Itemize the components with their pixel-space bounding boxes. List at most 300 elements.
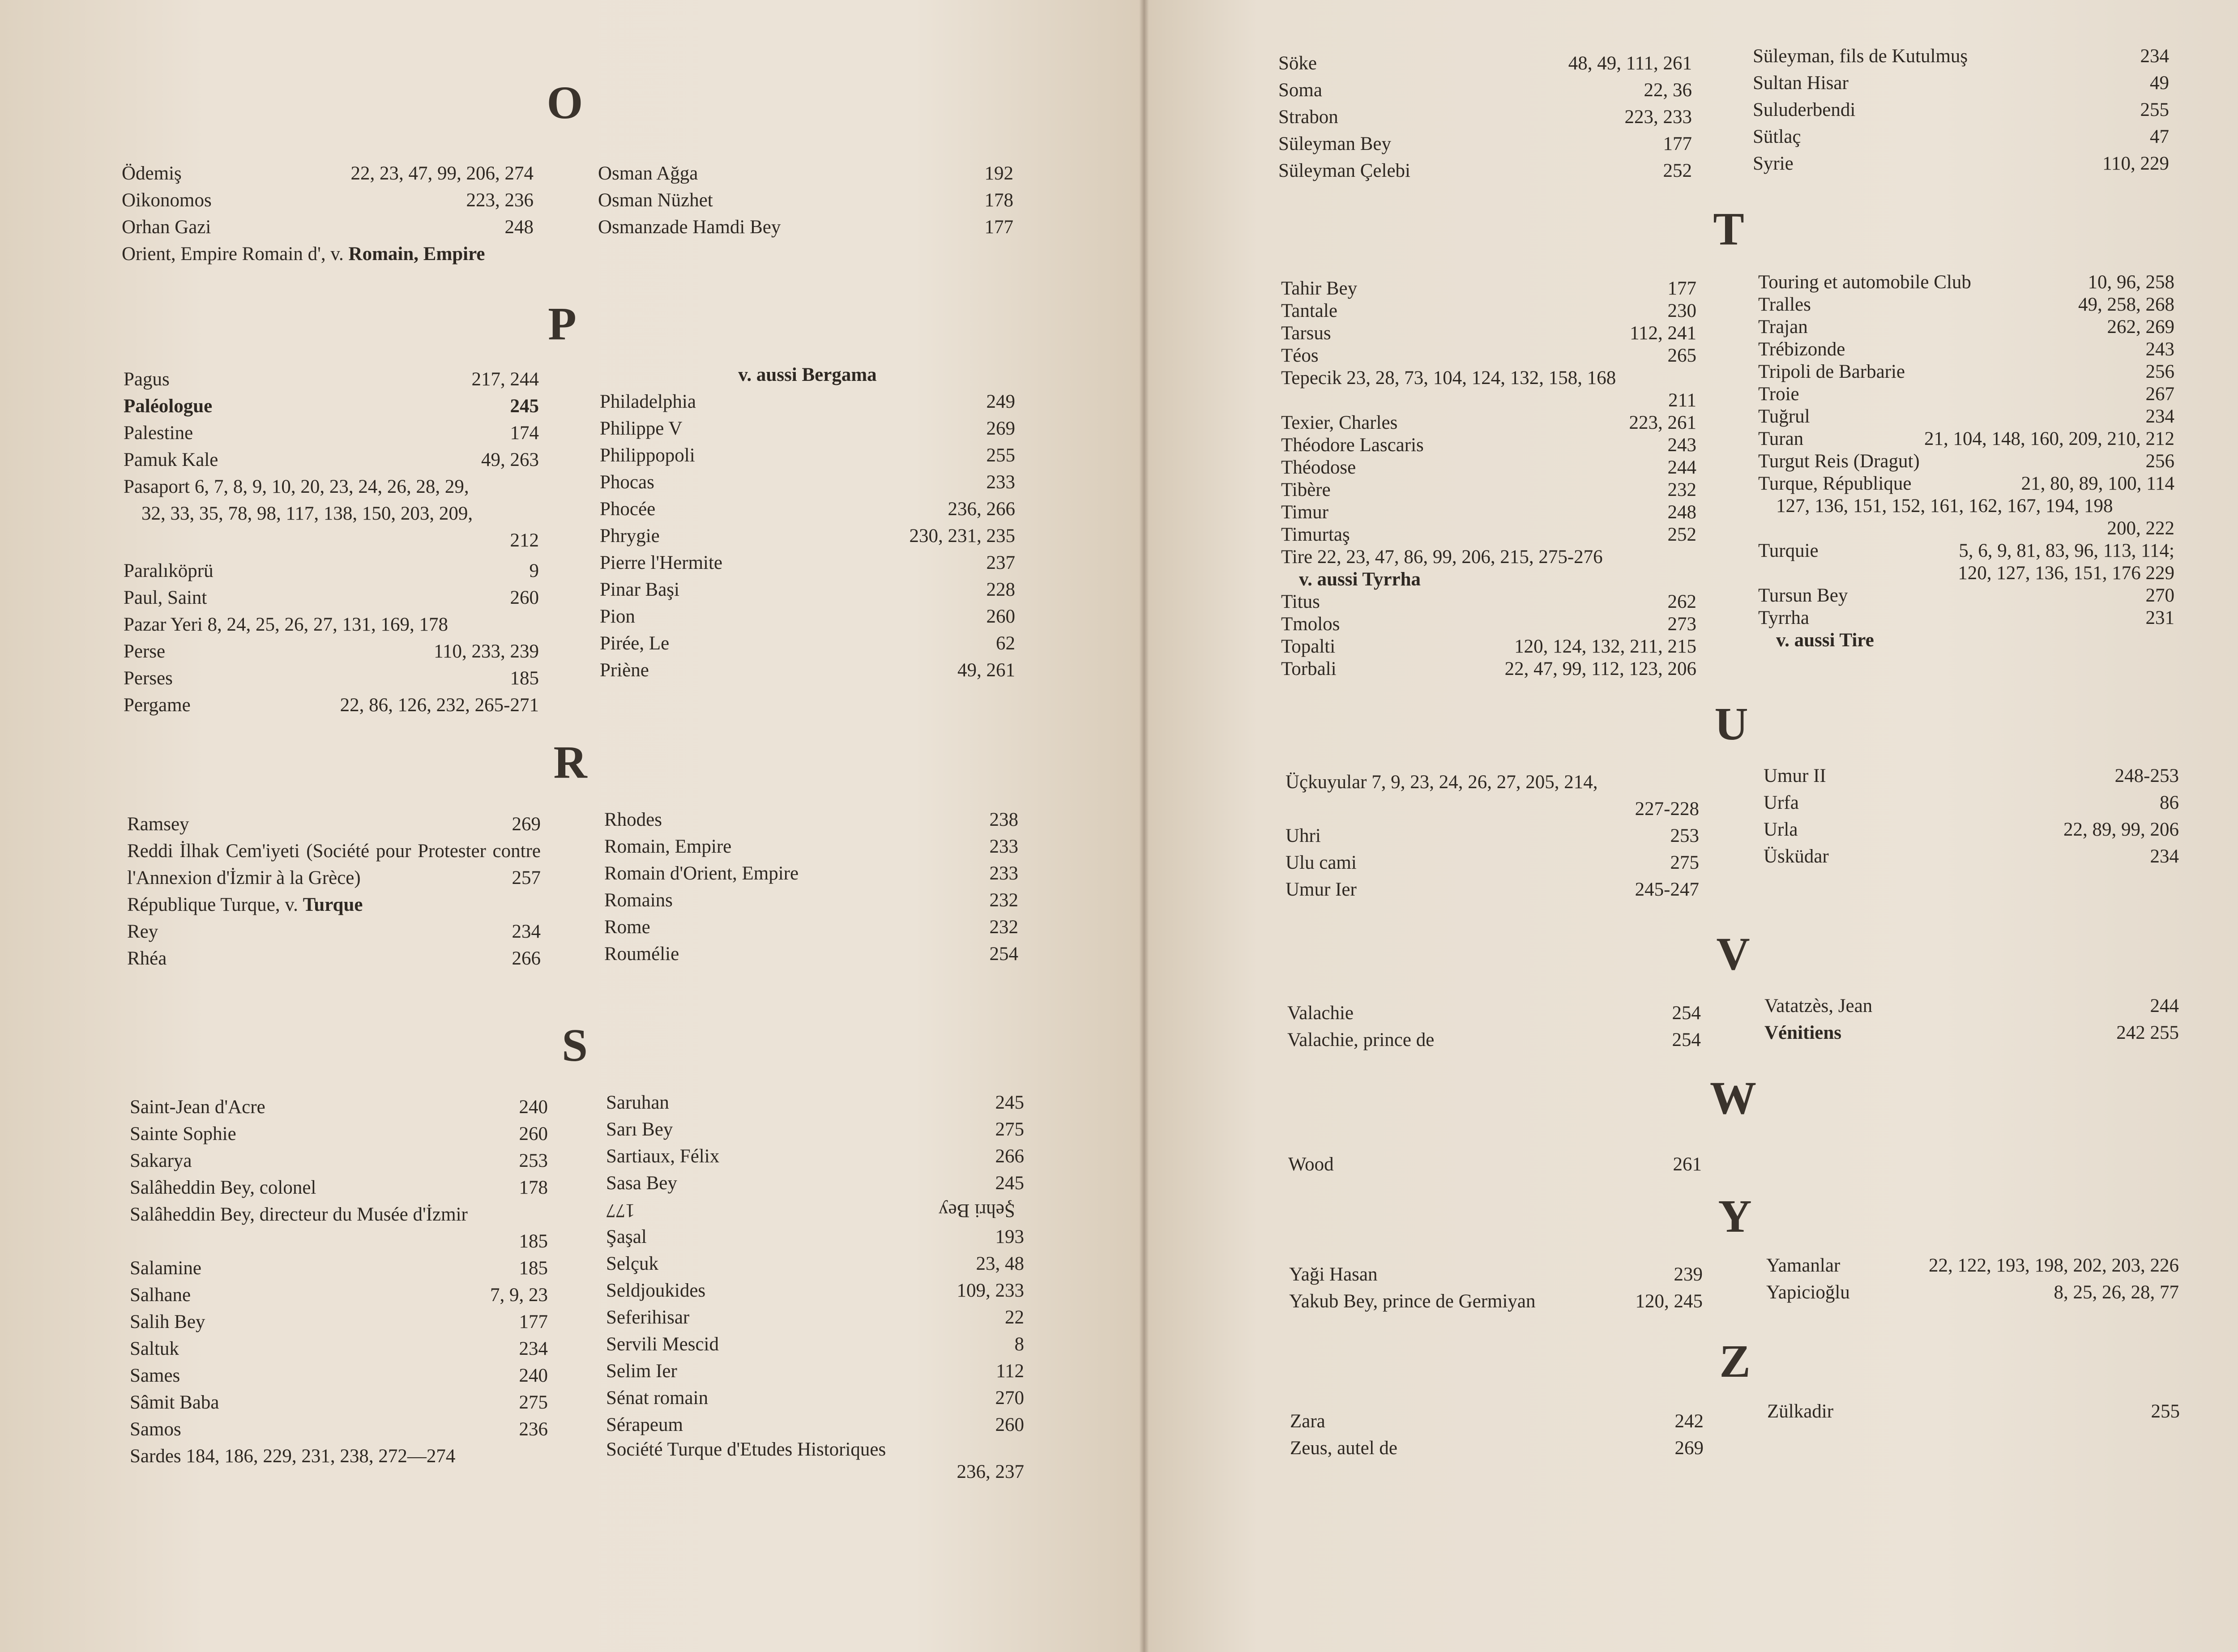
entry-term: Saruhan [606,1092,669,1113]
entry-pages: 22, 36 [1644,80,1692,101]
index-entry [1764,816,2179,843]
index-column-z-2 [1767,1398,2180,1425]
index-entry [124,611,539,638]
index-column-s-cont-2 [1753,43,2169,177]
entry-pages: 232 [1667,479,1696,500]
index-entry-continued [606,1461,1024,1483]
entry-pages: 248 [1667,502,1696,523]
index-entry [1281,546,1696,568]
entry-term: Yamanlar [1766,1255,1841,1276]
entry-pages: 228 [986,579,1015,600]
index-entry [600,657,1015,684]
index-entry [1281,300,1696,322]
entry-pages: 243 [1667,435,1696,456]
index-entry [1281,434,1696,457]
entry-term: Troie [1758,384,1799,405]
entry-pages: 7, 9, 23 [490,1285,548,1306]
entry-term: Salhane [130,1285,191,1306]
index-entry [130,1174,548,1201]
entry-term: Seferihisar [606,1307,690,1328]
entry-term: Turgut Reis (Dragut) [1758,451,1920,472]
entry-pages: 266 [995,1146,1024,1167]
index-entry [606,1439,1024,1461]
entry-term: Roumélie [604,943,679,965]
entry-pages: 244 [2150,995,2179,1016]
entry-pages: 112, 241 [1630,323,1696,344]
index-entry [1278,158,1692,184]
entry-term: Sâmit Baba [130,1392,219,1413]
book-gutter [1139,0,1149,1652]
entry-term: Samos [130,1419,181,1440]
index-column-u-1 [1286,769,1699,903]
entry-term: Pazar Yeri 8, 24, 25, 26, 27, 131, 169, 178 [124,614,448,635]
entry-pages: 244 [1667,457,1696,478]
entry-pages: 217, 244 [471,369,539,390]
index-column-s-2 [606,1089,1024,1483]
entry-term: Sartiaux, Félix [606,1146,720,1167]
entry-pages: 249 [986,391,1015,412]
entry-pages: 227-228 [1635,798,1699,820]
index-entry [1287,1000,1701,1027]
entry-term: Phrygie [600,525,660,546]
index-entry [600,442,1015,469]
entry-pages: 10, 96, 258 [2088,272,2174,293]
entry-term: Sérapeum [606,1414,683,1435]
entry-term: Zeus, autel de [1290,1438,1397,1459]
entry-term: Selim Ier [606,1361,677,1382]
index-entry [1286,769,1699,796]
index-entry [124,420,539,447]
entry-pages: 270 [995,1387,1024,1409]
index-entry-continued [1758,562,2174,585]
index-column-v-2 [1764,993,2179,1046]
index-entry [124,692,539,719]
entry-pages: 253 [1670,825,1699,846]
entry-pages: 233 [989,863,1018,884]
entry-pages: 269 [1674,1438,1704,1459]
entry-term: Palestine [124,423,193,444]
entry-pages: 236 [519,1419,548,1440]
entry-term: Turquie [1758,540,1819,561]
entry-pages: 48, 49, 111, 261 [1568,53,1692,74]
index-entry [1753,97,2169,124]
entry-term: Tuğrul [1758,406,1810,427]
entry-term: Théodose [1281,457,1356,478]
entry-pages: 47 [2150,126,2169,147]
entry-pages: 273 [1667,614,1696,635]
entry-pages: 237 [986,552,1015,573]
entry-term: Valachie [1287,1003,1354,1024]
section-letter-p: P [548,298,577,350]
entry-pages: 255 [986,445,1015,466]
entry-term: Tahir Bey [1281,278,1358,299]
entry-term: Söke [1278,53,1317,74]
index-entry [124,366,539,393]
index-entry [1767,1398,2180,1425]
index-entry [124,638,539,665]
entry-term: Timur [1281,502,1328,523]
index-entry [130,1094,548,1121]
entry-pages: 253 [519,1150,548,1171]
index-entry [606,1224,1024,1251]
section-letter-o: O [547,77,583,128]
index-entry [1758,450,2174,473]
entry-term: Strabon [1278,107,1338,128]
entry-pages: 238 [989,809,1018,830]
index-entry [1764,763,2179,790]
index-entry [1278,131,1692,158]
index-entry [1290,1408,1704,1435]
index-column-s-cont-1 [1278,50,1692,184]
entry-term: v. aussi Tyrrha [1299,569,1421,590]
index-entry [1286,849,1699,876]
section-letter-w: W [1710,1072,1756,1124]
entry-term: Osmanzade Hamdi Bey [598,217,781,238]
entry-pages: 234 [2150,846,2179,867]
entry-pages: 232 [989,890,1018,911]
index-entry [1758,361,2174,383]
entry-term: Pagus [124,369,170,390]
entry-pages: 260 [986,606,1015,627]
index-entry [606,1358,1024,1385]
entry-pages: 49 [2150,73,2169,94]
index-entry [1764,1020,2179,1046]
entry-pages: 267 [2145,384,2174,405]
entry-term: Soma [1278,80,1322,101]
entry-pages: 177 [984,217,1013,238]
index-column-r-1 [127,811,541,972]
entry-term: Turque, République [1758,473,1912,494]
index-entry [124,558,539,585]
entry-pages: 252 [1667,524,1696,545]
entry-term: Yapicioğlu [1766,1282,1850,1303]
index-entry [606,1251,1024,1277]
index-entry [1758,473,2174,495]
entry-pages: 49, 261 [957,660,1015,681]
index-entry [1281,658,1696,680]
entry-pages: 234 [519,1338,548,1359]
index-entry [130,1416,548,1443]
entry-term: Yakub Bey, prince de Germiyan [1289,1291,1536,1312]
entry-term: Rhodes [604,809,662,830]
index-entry [1753,70,2169,97]
entry-pages: 62 [996,633,1015,654]
index-entry [1758,294,2174,316]
entry-term: Touring et automobile Club [1758,272,1971,293]
index-entry [1281,501,1696,524]
index-entry [600,523,1015,550]
entry-pages: 262, 269 [2107,316,2174,337]
index-entry [600,550,1015,576]
entry-pages: 22, 86, 126, 232, 265-271 [340,695,539,716]
index-entry [130,1362,548,1389]
index-entry [1281,524,1696,546]
entry-pages: 230 [1667,300,1696,321]
entry-pages: 110, 233, 239 [434,641,539,662]
index-entry [598,187,1013,214]
entry-pages: 242 [1674,1411,1704,1432]
index-entry [122,214,534,241]
index-column-u-2 [1764,763,2179,870]
entry-term: v. aussi Tire [1776,630,1874,651]
entry-term: Pierre l'Hermite [600,552,722,573]
index-entry [1758,585,2174,607]
entry-pages: 120, 245 [1635,1291,1703,1312]
entry-term: Süleyman Çelebi [1278,160,1410,181]
entry-pages: 275 [519,1392,548,1413]
index-entry [606,1412,1024,1439]
section-letter-r: R [553,737,587,788]
entry-pages: 22, 47, 99, 112, 123, 206 [1504,658,1696,679]
entry-term: Pion [600,606,635,627]
index-entry [1753,124,2169,150]
index-column-r-2 [604,807,1018,968]
entry-term: Tantale [1281,300,1337,321]
index-entry [1281,277,1696,300]
entry-term: Syrie [1753,153,1794,174]
entry-pages: 110, 229 [2102,153,2169,174]
entry-term-text: République Turque, v. [127,894,298,915]
index-column-t-1 [1281,277,1696,680]
entry-pages: 266 [512,948,541,969]
entry-term: Urla [1764,819,1798,840]
index-entry [598,160,1013,187]
entry-term: Romain d'Orient, Empire [604,863,799,884]
entry-pages: 223, 236 [466,190,534,211]
entry-pages: 109, 233 [957,1280,1024,1301]
index-entry [1281,636,1696,658]
entry-pages: 22, 23, 47, 99, 206, 274 [350,163,534,184]
index-entry [1281,412,1696,434]
entry-term: Ödemiş [122,163,182,184]
index-entry [604,941,1018,968]
entry-pages: 234 [2145,406,2174,427]
entry-pages: 22 [1005,1307,1024,1328]
entry-term: Tarsus [1281,323,1331,344]
entry-pages: 254 [989,943,1018,965]
entry-pages: 223, 233 [1624,107,1692,128]
entry-pages: 211 [1668,390,1696,411]
index-entry [598,214,1013,241]
index-column-y-1 [1289,1261,1703,1315]
entry-pages: 174 [510,423,539,444]
entry-pages: 8, 25, 26, 28, 77 [2054,1282,2179,1303]
entry-pages: 193 [995,1226,1024,1247]
index-entry [1758,540,2174,562]
entry-term: Şaşal [606,1226,647,1247]
index-entry [606,1170,1024,1197]
index-cross-reference [600,362,1015,388]
entry-term: Sakarya [130,1150,192,1171]
index-entry [127,945,541,972]
entry-pages: 260 [519,1123,548,1144]
entry-term: Süleyman, fils de Kutulmuş [1753,46,1968,67]
entry-pages: 245 [995,1173,1024,1194]
index-entry [600,630,1015,657]
entry-term: Rome [604,917,650,938]
entry-pages: 239 [1674,1264,1703,1285]
entry-term: Turan [1758,428,1804,449]
entry-term: Philippopoli [600,445,695,466]
index-entry [130,1148,548,1174]
entry-pages: 112 [996,1361,1024,1382]
entry-term: Priène [600,660,649,681]
entry-term: Tepecik 23, 28, 73, 104, 124, 132, 158, 168 [1281,367,1616,388]
index-entry [600,388,1015,415]
entry-pages: 234 [512,921,541,942]
index-entry-continued [1758,495,2174,517]
index-entry [124,474,539,500]
entry-term: Philippe V [600,418,683,439]
index-entry [1278,104,1692,131]
entry-term: Zara [1290,1411,1325,1432]
section-letter-s: S [562,1020,588,1071]
index-entry [606,1143,1024,1170]
entry-pages: 192 [984,163,1013,184]
entry-term: Sainte Sophie [130,1123,236,1144]
index-entry [604,807,1018,833]
index-entry [1286,876,1699,903]
entry-term: Orhan Gazi [122,217,211,238]
entry-term: Vénitiens [1764,1022,1841,1043]
index-column-o-1 [122,160,534,268]
index-entry [1764,993,2179,1020]
section-letter-t: T [1713,203,1744,255]
entry-pages: 254 [1672,1029,1701,1050]
entry-pages: 185 [510,668,539,689]
entry-pages: 49, 258, 268 [2078,294,2174,315]
entry-pages: 275 [1670,852,1699,873]
index-entry [127,892,541,918]
entry-term: Tyrrha [1758,607,1809,628]
index-entry [1289,1261,1703,1288]
section-letter-v: V [1716,928,1750,980]
entry-term: Süleyman Bey [1278,133,1391,154]
index-entry-continued [124,527,539,554]
index-entry [1766,1252,2179,1279]
entry-term: Sultan Hisar [1753,73,1849,94]
index-entry [130,1282,548,1309]
entry-term-text: Orient, Empire Romain d', v. [122,243,344,265]
entry-pages: 260 [510,587,539,608]
index-entry [130,1443,548,1470]
index-cross-reference [1281,568,1696,591]
index-entry [604,860,1018,887]
entry-term: Société Turque d'Etudes Historiques [606,1439,886,1460]
entry-term: Trajan [1758,316,1808,337]
entry-term: Torbali [1281,658,1337,679]
entry-pages: 233 [989,836,1018,857]
entry-pages: 120, 124, 132, 211, 215 [1514,636,1696,657]
entry-pages: 254 [1672,1003,1701,1024]
entry-pages: 23, 48 [976,1253,1024,1274]
entry-term: Saltuk [130,1338,179,1359]
entry-term: Salamine [130,1258,202,1279]
index-entry [127,811,541,838]
entry-pages: 9 [529,560,539,581]
entry-pages: 255 [2151,1401,2180,1422]
entry-term: Yaği Hasan [1289,1264,1378,1285]
entry-term: Üçkuyular 7, 9, 23, 24, 26, 27, 205, 214, [1286,772,1598,793]
entry-term: 32, 33, 35, 78, 98, 117, 138, 150, 203, 209, [141,503,473,524]
entry-term: Pergame [124,695,191,716]
entry-term: Tralles [1758,294,1811,315]
index-entry [1286,823,1699,849]
entry-term: Téos [1281,345,1319,366]
index-entry [124,447,539,474]
entry-term: Saint-Jean d'Acre [130,1097,265,1118]
index-entry [1281,322,1696,345]
entry-term: Salâheddin Bey, colonel [130,1177,316,1198]
section-letter-z: Z [1719,1336,1751,1387]
index-column-s-1 [130,1094,548,1470]
entry-term: Wood [1288,1154,1334,1175]
index-entry [1758,316,2174,338]
entry-pages: 234 [2140,46,2169,67]
entry-term: Suluderbendi [1753,99,1856,120]
entry-pages: 243 [2145,339,2174,360]
index-entry-continued [124,500,539,527]
entry-term: Tursun Bey [1758,585,1848,606]
index-entry [604,833,1018,860]
entry-term: Romains [604,890,673,911]
entry-term: Seldjoukides [606,1280,706,1301]
entry-pages: 127, 136, 151, 152, 161, 162, 167, 194, 198 [1776,495,2113,517]
index-entry-continued [130,1228,548,1255]
entry-term: Paléologue [124,396,213,417]
entry-pages: 262 [1667,591,1696,612]
entry-term: Romain, Empire [604,836,732,857]
index-entry [1281,345,1696,367]
index-cross-reference [1758,629,2174,652]
entry-pages: 242 255 [2116,1022,2179,1043]
entry-pages: 178 [519,1177,548,1198]
index-entry [1290,1435,1704,1462]
index-entry [606,1089,1024,1116]
entry-term: Perse [124,641,166,662]
index-entry [1758,607,2174,629]
entry-term: Pasaport 6, 7, 8, 9, 10, 20, 23, 24, 26, 28, 29, [124,476,469,497]
index-entry [604,914,1018,941]
entry-pages: 233 [986,472,1015,493]
entry-pages: 245 [510,396,539,417]
entry-pages: 185 [519,1258,548,1279]
index-entry [1288,1141,1702,1178]
entry-term: Sames [130,1365,180,1386]
entry-term: Titus [1281,591,1320,612]
index-entry-continued [1758,517,2174,540]
entry-pages: 255 [2140,99,2169,120]
index-entry [600,603,1015,630]
entry-pages: 275 [995,1119,1024,1140]
index-entry [1758,271,2174,294]
entry-pages: 231 [2145,607,2174,628]
entry-cross-reference: Romain, Empire [348,243,485,265]
entry-term: Tmolos [1281,614,1340,635]
index-entry [600,496,1015,523]
entry-pages: 177 [1667,278,1696,299]
entry-term: Sasa Bey [606,1173,677,1194]
entry-pages: 240 [519,1365,548,1386]
index-entry [1753,150,2169,177]
index-entry [1289,1288,1703,1315]
index-entry [1281,457,1696,479]
entry-term: Vatatzès, Jean [1764,995,1873,1016]
entry-pages: 261 [1673,1154,1702,1175]
entry-term: Timurtaş [1281,524,1350,545]
entry-term: Pamuk Kale [124,449,218,470]
entry-term: Sénat romain [606,1387,709,1409]
